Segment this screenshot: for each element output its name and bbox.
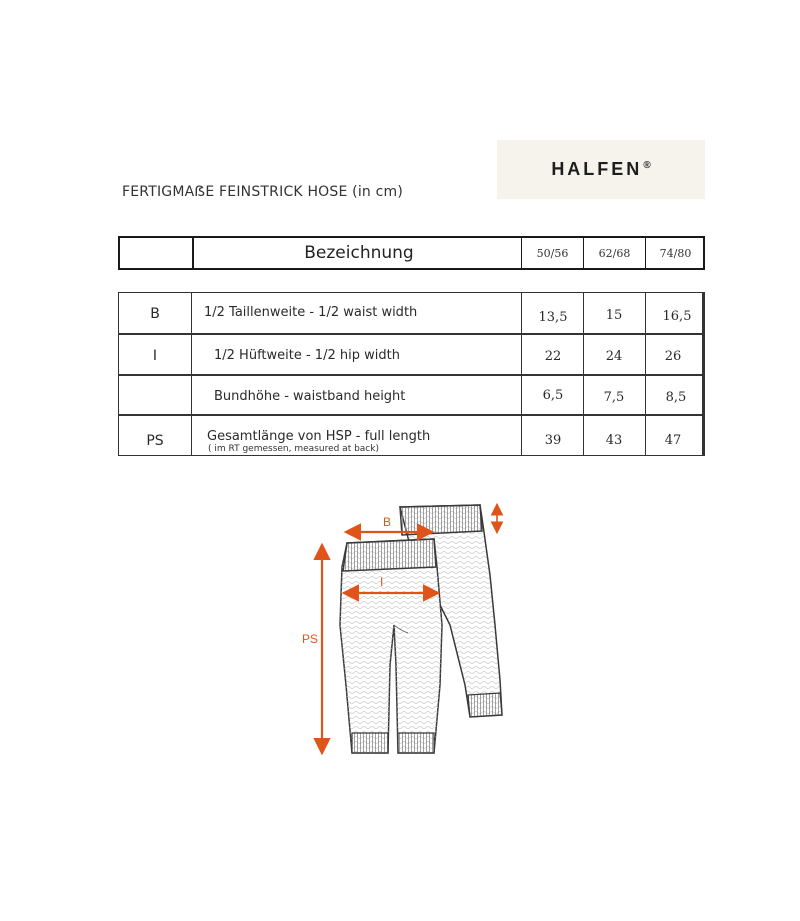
document-title: FERTIGMAẞE FEINSTRICK HOSE (in cm) xyxy=(122,184,404,200)
row-value: 47 xyxy=(664,433,682,448)
row-value: 22 xyxy=(544,349,562,364)
header-size-1: 50/56 xyxy=(536,246,569,260)
row-label: 1/2 Hüftweite - 1/2 hip width xyxy=(214,348,400,363)
row-label: Gesamtlänge von HSP - full length xyxy=(207,429,431,444)
row-code: B xyxy=(150,306,160,322)
row-value: 16,5 xyxy=(662,309,692,324)
row-value: 43 xyxy=(605,433,623,448)
registered-mark: ® xyxy=(643,160,651,171)
row-value: 7,5 xyxy=(603,390,625,405)
header-size-3: 74/80 xyxy=(659,246,692,260)
row-code: I xyxy=(152,348,158,364)
row-note: ( im RT gemessen, measured at back) xyxy=(208,444,379,454)
row-value: 8,5 xyxy=(665,390,687,405)
row-value: 24 xyxy=(605,349,623,364)
measurement-table xyxy=(118,292,705,456)
row-value: 39 xyxy=(544,433,562,448)
length-label: PS xyxy=(302,632,319,646)
row-code: PS xyxy=(146,433,164,449)
waist-label: B xyxy=(383,515,392,529)
hip-label: I xyxy=(380,575,384,589)
row-value: 15 xyxy=(605,308,623,323)
row-value: 26 xyxy=(664,349,682,364)
brand-name: HALFEN® xyxy=(551,159,651,179)
pants-front-view xyxy=(340,539,442,753)
row-label: Bundhöhe - waistband height xyxy=(214,389,406,404)
row-label: 1/2 Taillenweite - 1/2 waist width xyxy=(204,305,418,320)
header-size-2: 62/68 xyxy=(598,246,631,260)
header-label: Bezeichnung xyxy=(304,243,414,263)
row-value: 13,5 xyxy=(538,310,568,325)
pants-measurement-diagram xyxy=(290,495,520,770)
brand-logo xyxy=(497,140,705,199)
row-value: 6,5 xyxy=(542,388,564,403)
size-header-table xyxy=(118,236,705,270)
